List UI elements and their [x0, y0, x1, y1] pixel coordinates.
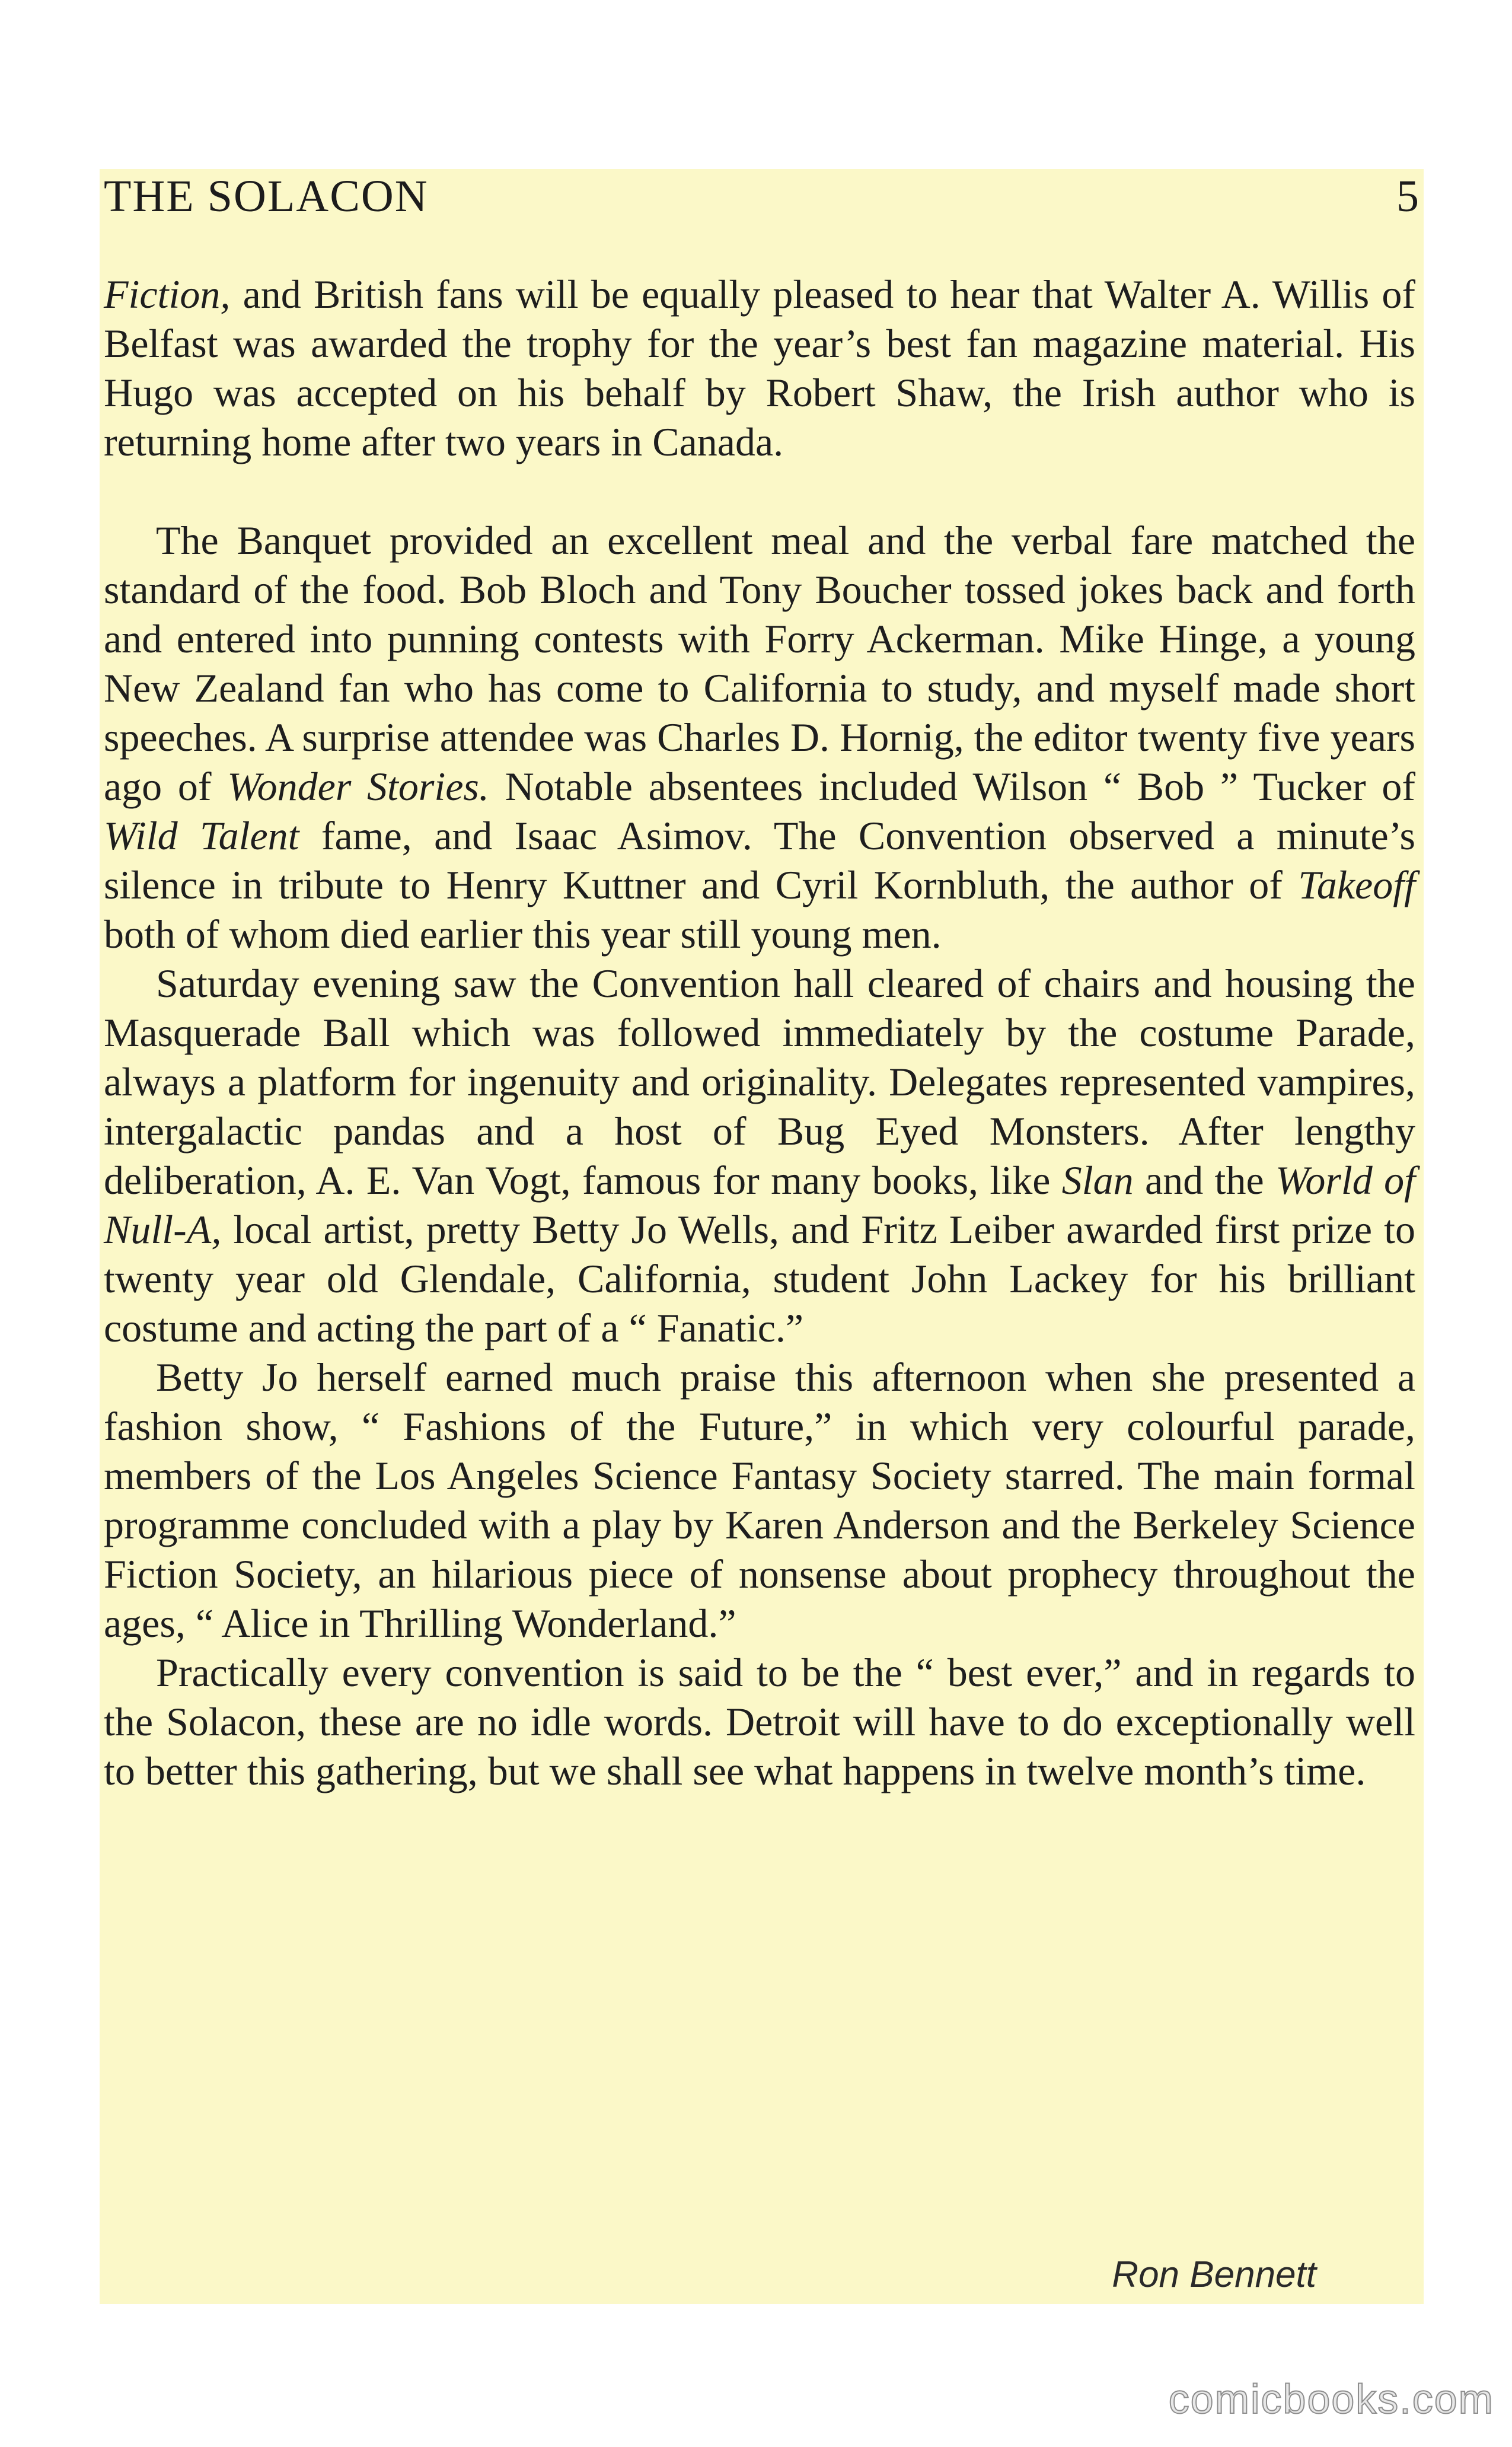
article-body — [104, 270, 1415, 1796]
text-run: and the — [1133, 1158, 1275, 1203]
text-run: fame, and Isaac Asimov. The Convention observed a minute’s silence in tribute to Henry Kuttner and Cyril Kornbluth, the author of — [104, 813, 1415, 907]
paragraph-2 — [104, 516, 1415, 959]
author-signature: Ron Bennett — [1112, 2254, 1316, 2295]
italic-title: Wonder Stories. — [227, 764, 489, 809]
page-number: 5 — [1396, 171, 1419, 221]
watermark: comicbooks.com — [1168, 2376, 1494, 2422]
paragraph-3 — [104, 959, 1415, 1353]
italic-title: Slan — [1061, 1158, 1134, 1203]
text-run: Notable absentees included Wilson “ Bob ” Tucker of — [489, 764, 1415, 809]
text-run: Betty Jo herself earned much praise this afternoon when she presented a fashion show, “ Fashions of the Future,” in which very colourful parade, members of the Los Angeles Science Fantasy Society starred. The main formal programme concluded with a play by Karen Anderson and the Berkeley Science Fiction Society, an hilarious piece of nonsense about prophecy throughout the ages, “ Alice in Thrilling Wonderland.” — [104, 1355, 1415, 1646]
text-run: local artist, pretty Betty Jo Wells, and Fritz Leiber awarded first prize to twenty year old Glendale, California, student John Lackey for his brilliant costume and acting the part of a “ Fanatic.” — [104, 1207, 1415, 1350]
paragraph-1 — [104, 270, 1415, 467]
running-header — [104, 171, 1424, 221]
paragraph-5 — [104, 1648, 1415, 1796]
text-run: The Banquet provided an excellent meal and the verbal fare matched the standard of the food. Bob Bloch and Tony Boucher tossed jokes back and forth and entered into punning contests with Forry Ackerman. Mike Hinge, a young New Zealand fan who has come to California to study, and myself made short speeches. A surprise attendee was Charles D. Hornig, the editor twenty five years ago of — [104, 518, 1415, 809]
text-run: and British fans will be equally pleased to hear that Walter A. Willis of Belfast was awarded the trophy for the year’s best fan magazine material. His Hugo was accepted on his behalf by Robert Shaw, the Irish author who is returning home after two years in Canada. — [104, 272, 1415, 464]
text-run: both of whom died earlier this year still young men. — [104, 912, 942, 957]
italic-title: World of Null-A, — [104, 1158, 1416, 1252]
text-run: Saturday evening saw the Convention hall cleared of chairs and housing the Masquerade Ball which was followed immediately by the costume Parade, always a platform for ingenuity and originality. Delegates represented vampires, intergalactic pandas and a host of Bug Eyed Monsters. After lengthy deliberation, A. E. Van Vogt, famous for many books, like — [104, 961, 1415, 1203]
header-title: THE SOLACON — [104, 171, 429, 221]
paragraph-4 — [104, 1353, 1415, 1648]
italic-title: Fiction, — [104, 272, 231, 317]
italic-title: Takeoff — [1298, 862, 1415, 907]
italic-title: Wild Talent — [104, 813, 299, 858]
text-run: Practically every convention is said to be the “ best ever,” and in regards to the Solacon, these are no idle words. Detroit will have to do exceptionally well to better this gathering, but we shall see what happens in twelve month’s time. — [104, 1650, 1415, 1793]
